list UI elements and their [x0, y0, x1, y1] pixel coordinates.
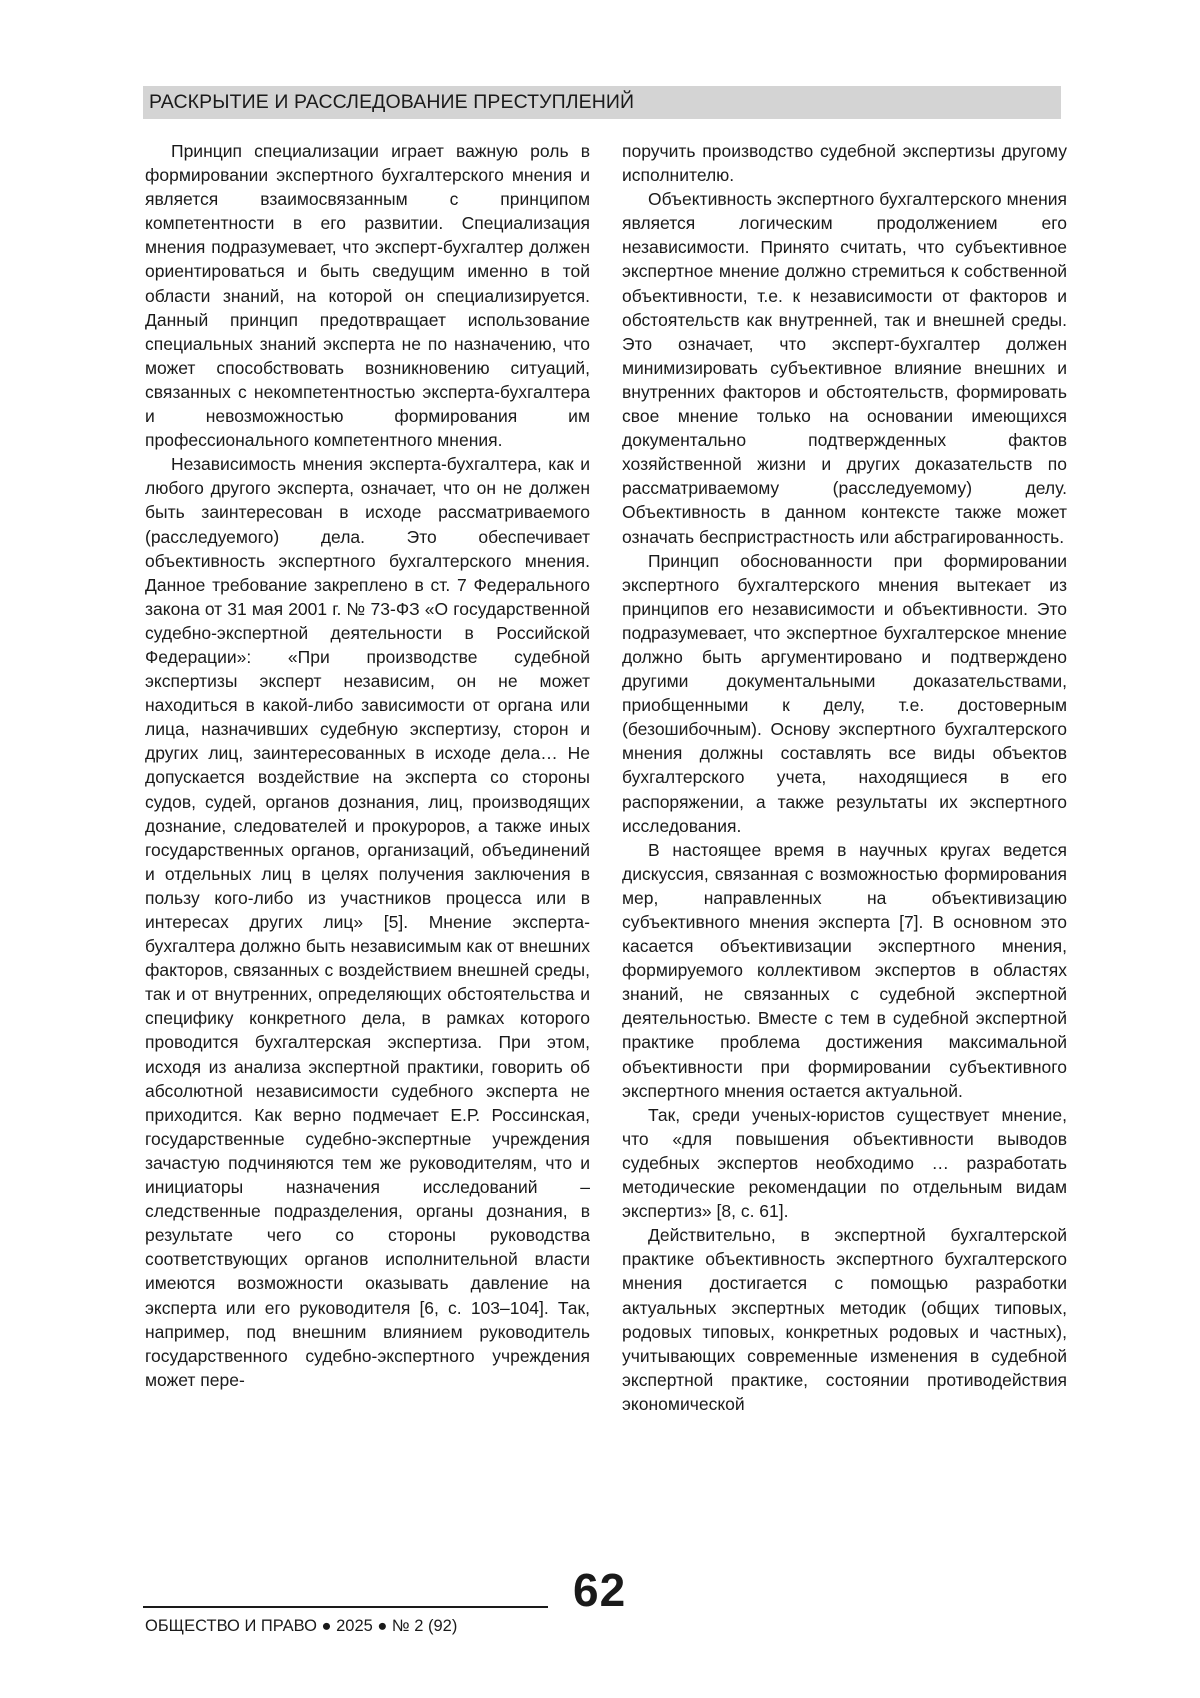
right-text-column — [622, 139, 1067, 1416]
paragraph-discussion: В настоящее время в научных кругах ведется дискуссия, связанная с возможностью формирования мер, направленных на объективизацию субъективного мнения эксперта [7]. В основном это касается объективизации экспертного мнения, формируемого коллективом экспертов в областях знаний, не связанных с судебной экспертной деятельностью. Вместе с тем в судебной экспертной практике проблема достижения максимальной объективности при формировании субъективного экспертного мнения остается актуальной. — [622, 839, 1067, 1101]
footer-divider — [143, 1606, 548, 1608]
paragraph-validity: Принцип обоснованности при формировании экспертного бухгалтерского мнения вытекает из принципов его независимости и объективности. Это подразумевает, что экспертное бухгалтерское мнение должно быть аргументировано и подтверждено другими документальными доказательствами, приобщенными к делу, т.е. достоверным (безошибочным). Основу экспертного бухгалтерского мнения должны составлять все виды объектов бухгалтерского учета, находящиеся в его распоряжении, а также результаты их экспертного исследования. — [622, 550, 1067, 836]
left-text-column — [145, 139, 590, 1392]
journal-footer: ОБЩЕСТВО И ПРАВО ● 2025 ● № 2 (92) — [145, 1617, 458, 1635]
page-number: 62 — [573, 1564, 627, 1616]
paragraph-lawyers-opinion: Так, среди ученых-юристов существует мнение, что «для повышения объективности выводов судебных экспертов необходимо … разработать методические рекомендации по отдельным видам экспертиз» [8, с. 61]. — [622, 1104, 1067, 1222]
paragraph-objectivity: Объективность экспертного бухгалтерского мнения является логическим продолжением его независимости. Принято считать, что субъективное экспертное мнение должно стремиться к собственной объективности, т.е. к независимости от факторов и обстоятельств как внутренней, так и внешней среды. Это означает, что эксперт-бухгалтер должен минимизировать субъективное влияние внешних и внутренних факторов и обстоятельств, формировать свое мнение только на основании имеющихся документально подтвержденных фактов хозяйственной жизни и других доказательств по рассматриваемому (расследуемому) делу. Объективность в данном контексте также может означать беспристрастность или абстрагированность. — [622, 189, 1067, 547]
paragraph-methods: Действительно, в экспертной бухгалтерской практике объективность экспертного бухгалтерского мнения достигается с помощью разработки актуальных экспертных методик (общих типовых, родовых типовых, конкретных родовых и частных), учитывающих современные изменения в судебной экспертной практике, состоянии противодействия экономической — [622, 1225, 1067, 1414]
section-header-title: РАСКРЫТИЕ И РАССЛЕДОВАНИЕ ПРЕСТУПЛЕНИЙ — [149, 91, 635, 113]
paragraph-continuation: поручить производство судебной экспертизы другому исполнителю. — [622, 141, 1067, 186]
paragraph-specialization: Принцип специализации играет важную роль в формировании экспертного бухгалтерского мнения и является взаимосвязанным с принципом компетентности в его развитии. Специализация мнения подразумевает, что эксперт-бухгалтер должен ориентироваться и быть сведущим именно в той области знаний, на которой он специализируется. Данный принцип предотвращает использование специальных знаний эксперта не по назначению, что может способствовать возникновению ситуаций, связанных с некомпетентностью эксперта-бухгалтера и невозможностью формирования им профессионального компетентного мнения. — [145, 141, 590, 451]
paragraph-independence: Независимость мнения эксперта-бухгалтера, как и любого другого эксперта, означает, что он не должен быть заинтересован в исходе рассматриваемого (расследуемого) дела. Это обеспечивает объективность экспертного бухгалтерского мнения. Данное требование закреплено в ст. 7 Федерального закона от 31 мая 2001 г. № 73-ФЗ «О государственной судебно-экспертной деятельности в Российской Федерации»: «При производстве судебной экспертизы эксперт независим, он не может находиться в какой-либо зависимости от органа или лица, назначивших судебную экспертизу, сторон и других лиц, заинтересованных в исходе дела… Не допускается воздействие на эксперта со стороны судов, судей, органов дознания, лиц, производящих дознание, следователей и прокуроров, а также иных государственных органов, организаций, объединений и отдельных лиц в целях получения заключения в пользу кого-либо из участников процесса или в интересах других лиц» [5]. Мнение эксперта-бухгалтера должно быть независимым как от внешних факторов, связанных с воздействием внешней среды, так и от внутренних, определяющих обстоятельства и специфику конкретного дела, в рамках которого проводится бухгалтерская экспертиза. При этом, исходя из анализа экспертной практики, говорить об абсолютной независимости судебного эксперта не приходится. Как верно подмечает Е.Р. Россинская, государственные судебно-экспертные учреждения зачастую подчиняются тем же руководителям, что и инициаторы назначения исследований – следственные подразделения, органы дознания, в результате чего со стороны руководства соответствующих органов исполнительной власти имеются возможности оказывать давление на эксперта или его руководителя [6, с. 103–104]. Так, например, под внешним влиянием руководитель государственного судебно-экспертного учреждения может пере- — [145, 454, 590, 1390]
